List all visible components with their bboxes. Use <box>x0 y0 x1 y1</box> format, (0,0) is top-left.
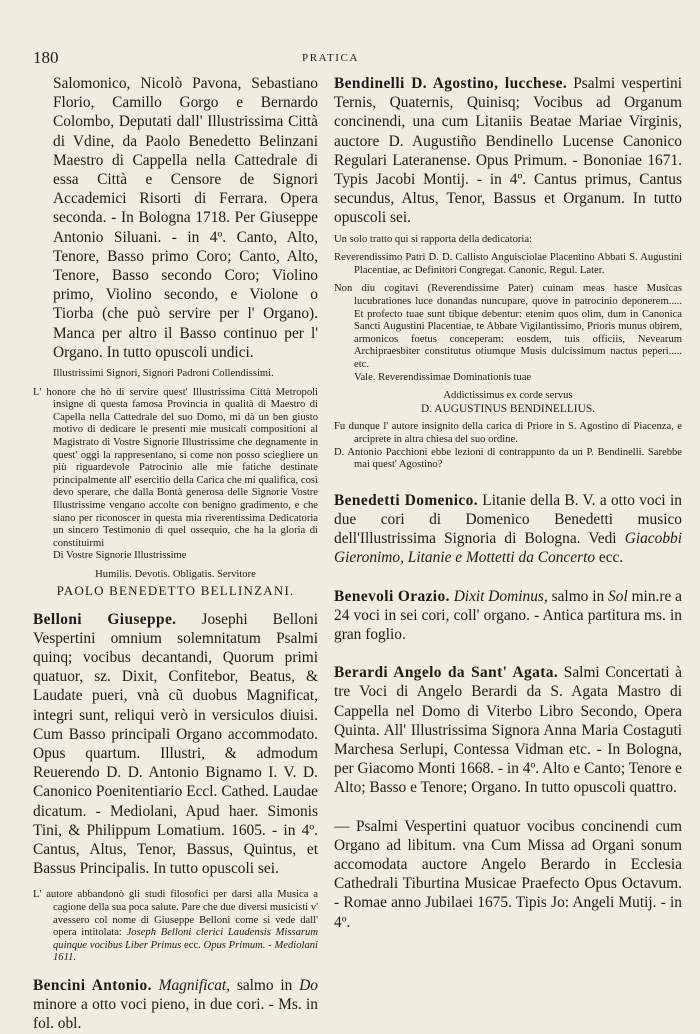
entry-heading: Berardi Angelo da Sant' Agata. <box>334 664 559 682</box>
entry-continuation: Salomonico, Nicolò Pavona, Sebastiano Florio, Camillo Gorgo e Bernardo Colombo, Deputati dall' Illustrissima Città di Vdine, da Paolo Benedetto Belinzani Maestro di Cappella nella Cattedrale di essa Città e Censore de Signori Accademici Risorti di Ferrara. Opera seconda. - In Bologna 1718. Per Giuseppe Antonio Siluani. - in 4º. Canto, Alto, Tenore, Basso primo Coro; Canto, Alto, Tenore, Basso secondo Coro; Violino primo, Violino secondo, e Violone o Tiorba (che può servire per l' Organo). Manca per altro il Basso continuo per l' Organo. In tutto opuscoli undici. <box>53 75 318 361</box>
entry-heading: Benedetti Domenico. <box>334 491 478 509</box>
entry-heading: Bencini Antonio. <box>33 976 152 994</box>
dedication-salutation: Reverendissimo Patri D. D. Callisto Anguisciolae Placentino Abbati S. Augustini Placentiae, ac Definitori Congregat. Canonic. Regul. Later. <box>334 252 682 276</box>
running-title: PRATICA <box>302 52 360 64</box>
entry-heading: Belloni Giuseppe. <box>33 610 177 628</box>
entry-heading: Bendinelli D. Agostino, lucchese. <box>334 75 568 92</box>
note-text: ecc. <box>181 939 204 951</box>
entry-bendinelli <box>334 74 682 228</box>
entry-title: Dixit Dominus, <box>453 587 548 605</box>
entry-note: Un solo tratto qui si rapporta della dedicatoria: <box>334 233 532 245</box>
entry-berardi <box>334 663 682 797</box>
entry-reference: Giacobbi Gieronimo, Litanie e Mottetti da Concerto <box>334 530 682 567</box>
dedication-salutation: Illustrissimi Signori, Signori Padroni Collendissimi. <box>53 368 274 380</box>
entry-berardi-second: — Psalmi Vespertini quatuor vocibus concinendi cum Organo ad libitum. vna Cum Missa ad Organi sonum accomodata auctore Angelo Berardo in Ecclesia Cathedrali Tiburtina Musicae Praefecto Opus Octavum. - Romae anno Jubilaei 1675. Tipis Jo: Angeli Mutij. - in 4º. <box>334 817 682 931</box>
dedication-signoff: Addictissimus ex corde servus <box>443 390 573 402</box>
entry-text: min.re a 24 voci in sei cori, coll' organo. - Antica partitura ms. in gran foglio. <box>334 587 682 643</box>
entry-text: Litanie della B. V. a otto voci in due cori di Domenico Benedetti musico dell'Illustrissima Signoria di Bologna. Vedi <box>334 491 682 548</box>
entry-text: Salmi Concertati à tre Voci di Angelo Berardi da S. Agata Mastro di Cappella nel Domo di Viterbo Libro Secondo, Opera Quinta. All' Illustrissima Signora Anna Maria Costaguti Marchesa Serlupi, Contessa Vidman etc. - In Bologna, per Giacomo Monti 1668. - in 4º. Alto e Canto; Tenore e Alto; Basso e Tenore; Organo. In tutto opuscoli quattro. <box>334 664 682 797</box>
entry-title: Magnificat, <box>158 976 231 994</box>
entry-text: ecc. <box>595 549 624 567</box>
left-column <box>33 74 318 1034</box>
entry-note: Fu dunque l' autore insignito della carica di Priore in S. Agostino di Piacenza, e arciprete in altra chiesa del suo ordine. <box>334 421 682 445</box>
entry-note: D. Antonio Pacchioni ebbe lezioni di contrappunto da un P. Bendinelli. Sarebbe mai quest' Agostino? <box>334 446 682 471</box>
entry-key: Do <box>299 976 318 994</box>
dedication-closing: Di Vostre Signorie Illustrissime <box>53 550 187 562</box>
entry-text: Josephi Belloni Vespertini omnium solemnitatum Psalmi quinq; vocibus decantandi, Quorum primi quatuor, sz. Dixit, Confitebor, Beatus, & Laudate pueri, vnà cũ duobus Magnificat, integri sunt, reliqui verò in versiculos diuisi. Cum Basso principali Organo accommodato. Opus quartum. Illustri, & admodum Reuerendo D. D. Antonio Bignamo I. V. D. Canonico Poenitentiario Eccl. Cathed. Laudae dicatum. - Mediolani, Apud haer. Simonis Tini, & Philippum Lomatium. 1605. - in 4º. Cantus, Altus, Tenor, Bassus, Quintus, et Bassus Principalis. In tutto opuscoli sei. <box>33 610 318 878</box>
dedication-signature: PAOLO BENEDETTO BELLINZANI. <box>56 582 295 598</box>
entry-text: Psalmi vespertini Ternis, Quaternis, Quinisq; Vocibus ad Organum concinendi, una cum Litaniis Beatae Mariae Virginis, auctore D. Augustiño Bendinello Lucense Canonico Regulari Lateranense. Opus Primum. - Bononiae 1671. Typis Jacobi Montij. - in 4º. Cantus primus, Cantus secundus, Altus, Tenor, Bassus et Organum. In tutto opuscoli sei. <box>334 75 682 227</box>
note-text: L' autore abbandonò gli studi filosofici per darsi alla Musica a cagione della sua poca salute. Pare che due diversi musicisti v' avessero col nome di Giuseppe Belloni come si vede dall' opera intitolata: <box>33 889 318 939</box>
dedication-closing: Vale. Reverendissimae Dominationis tuae <box>354 371 532 383</box>
note-title: Joseph Belloni clerici Laudensis Missarum quinque vocibus Liber Primus <box>53 927 318 951</box>
dedication-body: L' honore che hò di servire quest' Illustrissima Città Metropoli insigne di questa famosa Provincia in qualità di Maestro di Capella nella Cattedrale del suo Domo, mi dà un ben giusto motivo di dedicare le presenti mie musicali compositioni al Magistrato di Vostre Signorie Illustrissime che degnamente in quest' oggi la rappresentano, si come non posso scieglierе un più riguardevole Patrocinio alle mie fatiche destinate principalmente all' esercitio della Carica che mi qualifica, così devo sperare, che dalla Bontà generosa delle Signorie Vostre Illustrissime vengano accolte con benigno gradimento, e che siano per riconoscer in questa mia riverentissima Dedicatoria un sincero Testimonio di quel ossequio, che ha la gloria di constituirmi <box>33 386 318 549</box>
entry-heading: Benevoli Orazio. <box>334 587 450 605</box>
page-number: 180 <box>33 48 59 67</box>
right-column <box>334 74 682 932</box>
entry-note <box>33 889 318 965</box>
entry-bencini <box>33 976 318 1034</box>
dedication-body: Non diu cogitavi (Reverendissime Pater) cuinam meas hasce Musicas lucubrationes luce donandas nuncupare, quove in patrocinio deponerem..... Et profecto tuae sunt tibique debentur: etenim quos olim, dum in Canonica Sancti Augustini Placentiae, te Abbate Vigilantissimo, Prioris munus obirem, armonicos foetus conceperam: eosdem, tuis officiis, Nevearum Archipraesbiter constitutus otiumque Musis dulcissimum nactus peperi..... etc. <box>334 283 682 370</box>
note-title: Opus Primum. - Mediolani 1611. <box>53 939 319 964</box>
dedication-signoff: Humilis. Devotis. Obligatis. Servitore <box>95 568 256 580</box>
entry-text: salmo in <box>230 976 300 994</box>
dedication-signature: D. AUGUSTINUS BENDINELLIUS. <box>420 402 596 415</box>
entry-key: Sol <box>608 587 628 605</box>
entry-benevoli <box>334 587 682 645</box>
entry-belloni <box>33 610 318 879</box>
entry-text: minore a otto voci pieno, in due cori. - Ms. in fol. obl. <box>33 996 318 1033</box>
entry-benedetti <box>334 491 682 568</box>
entry-text: salmo in <box>547 587 609 605</box>
